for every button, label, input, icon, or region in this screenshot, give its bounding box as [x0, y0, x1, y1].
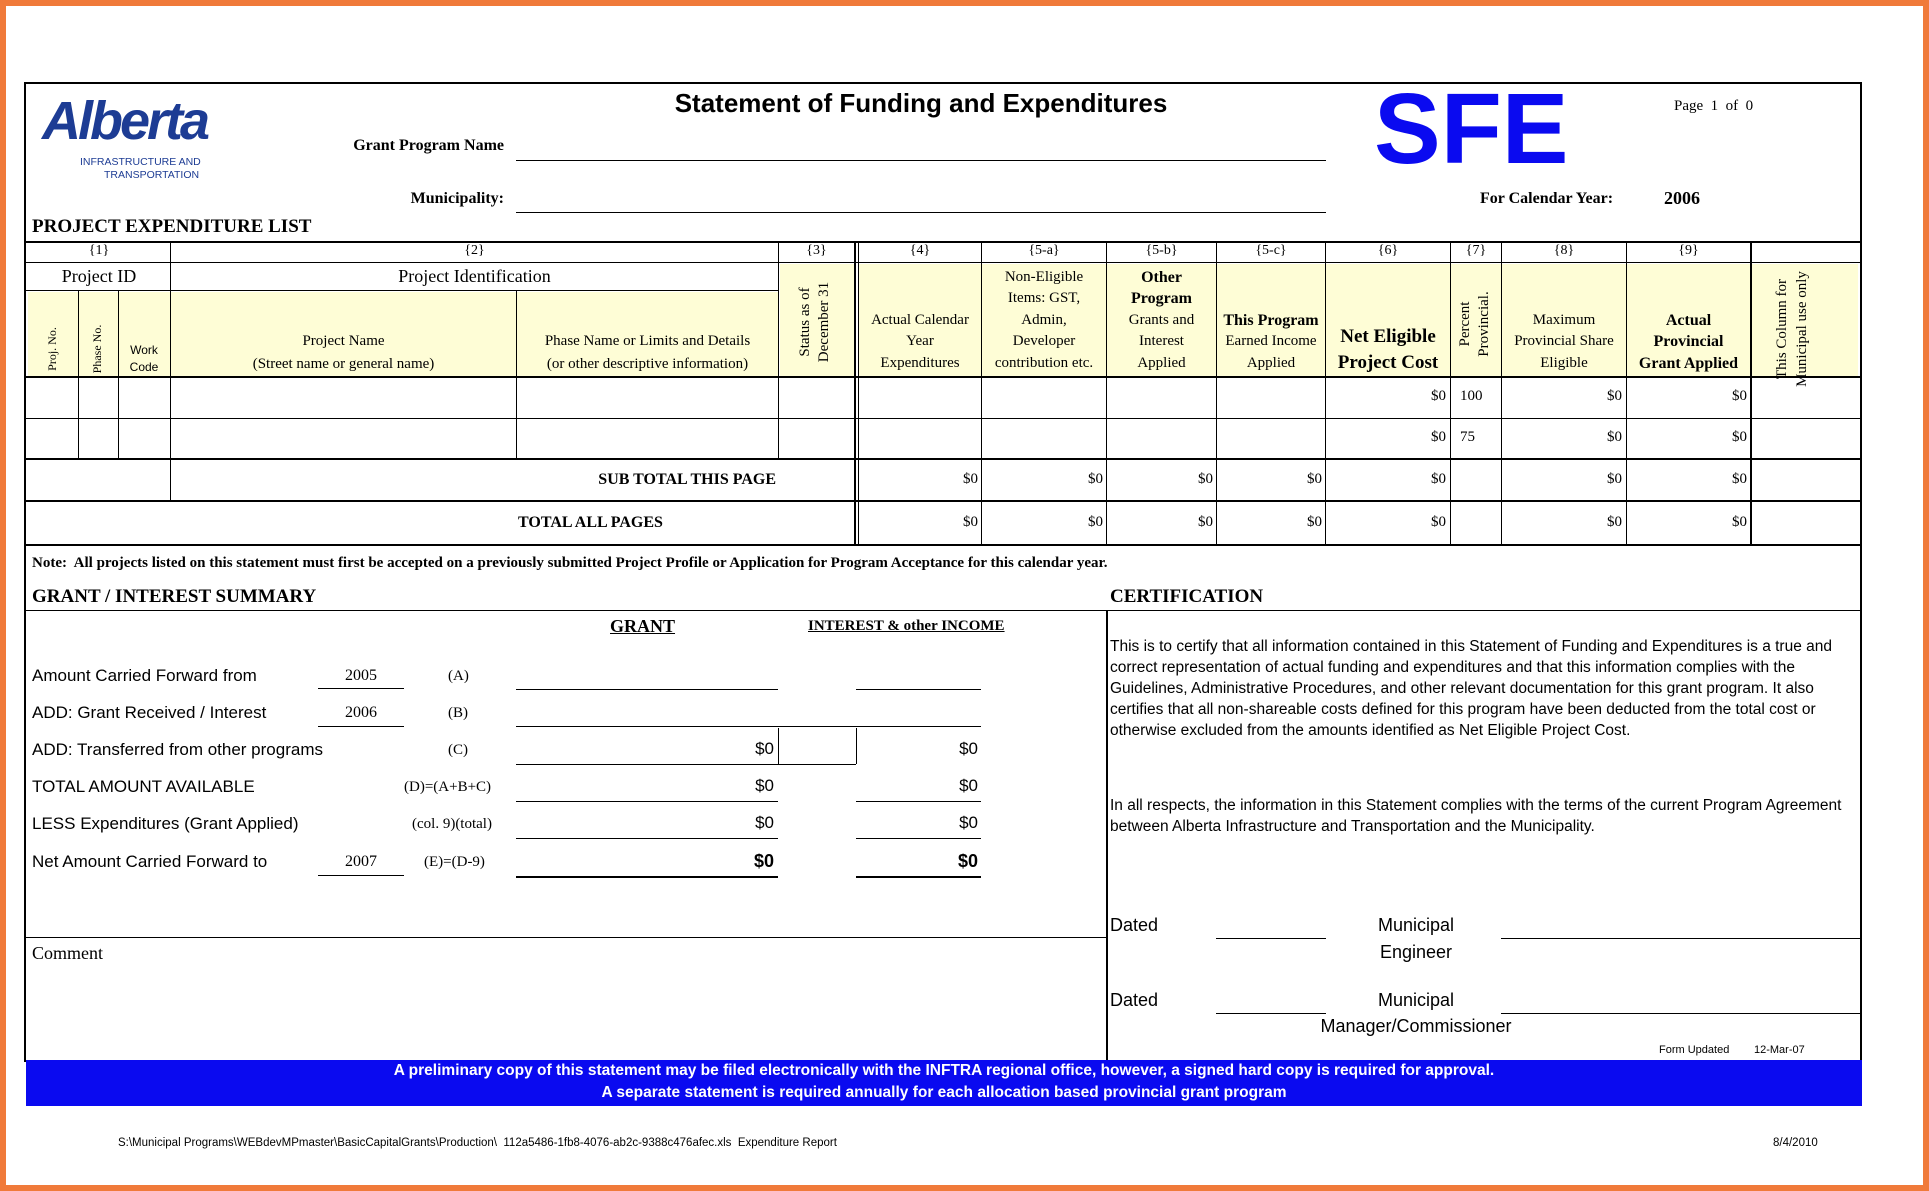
grant-header: GRANT — [610, 616, 676, 636]
summary-row3-grant[interactable]: $0 — [755, 739, 774, 758]
file-path: S:\Municipal Programs\WEBdevMPmaster\BasicCapitalGrants\Production\ 112a5486-1fb8-4076-ab2c-9388c476afec.xls Expenditure Report — [118, 1137, 837, 1149]
municipality-line[interactable] — [516, 212, 1326, 213]
certification-title: CERTIFICATION — [1110, 586, 1264, 607]
header-actual-3: Expenditures — [880, 355, 960, 371]
summary-row1-label: Amount Carried Forward from — [32, 666, 257, 685]
row2-net: $0 — [1431, 429, 1446, 445]
dated-line-1[interactable] — [1216, 938, 1326, 939]
manager-label-2: Manager/Commissioner — [1320, 1016, 1512, 1036]
summary-row2-code: (B) — [448, 705, 468, 721]
header-max-1: Maximum — [1532, 312, 1596, 328]
header-actprov-3: Grant Applied — [1638, 355, 1739, 372]
header-municipal-column: This Column for Municipal use only — [1774, 271, 1810, 387]
comment-label: Comment — [32, 943, 103, 963]
subtotal-thisprog: $0 — [1307, 471, 1322, 487]
summary-row5-label: LESS Expenditures (Grant Applied) — [32, 814, 299, 833]
summary-row6-interest[interactable]: $0 — [957, 851, 978, 871]
summary-row4-label: TOTAL AMOUNT AVAILABLE — [32, 777, 255, 796]
engineer-label-1: Municipal — [1377, 915, 1455, 935]
manager-label-1: Municipal — [1377, 990, 1455, 1010]
summary-row6-code: (E)=(D-9) — [424, 854, 485, 870]
summary-row6-label: Net Amount Carried Forward to — [32, 852, 268, 871]
summary-title: GRANT / INTEREST SUMMARY — [32, 586, 317, 607]
dated-label-2: Dated — [1110, 990, 1159, 1010]
summary-row2-year[interactable]: 2006 — [345, 704, 377, 721]
summary-row5-interest[interactable]: $0 — [959, 813, 978, 832]
total-net: $0 — [1431, 514, 1446, 530]
header-phase-name-2: (or other descriptive information) — [546, 356, 749, 372]
total-other: $0 — [1198, 514, 1213, 530]
interest-header: INTEREST & other INCOME — [808, 618, 1005, 634]
header-other-2: Program — [1130, 290, 1192, 307]
header-actprov-2: Provincial — [1653, 333, 1724, 350]
summary-row6-year[interactable]: 2007 — [345, 853, 377, 870]
sfe-mark: SFE — [1374, 73, 1569, 185]
summary-row4-interest[interactable]: $0 — [959, 776, 978, 795]
colnum-6: {6} — [1377, 243, 1399, 258]
grant-program-line[interactable] — [516, 160, 1326, 161]
row2-actual-provincial: $0 — [1732, 429, 1747, 445]
subtotal-other: $0 — [1198, 471, 1213, 487]
header-thisprog-3: Applied — [1246, 355, 1296, 371]
dated-line-2[interactable] — [1216, 1013, 1326, 1014]
header-other-5: Applied — [1137, 355, 1186, 371]
summary-row5-code: (col. 9)(total) — [412, 816, 492, 832]
banner-line-1: A preliminary copy of this statement may be filed electronically with the INFTRA regional office, however, a signed hard copy is required for approval. — [393, 1062, 1495, 1079]
total-actual-provincial: $0 — [1732, 514, 1747, 530]
header-status: Status as of December 31 — [797, 281, 832, 363]
subtotal-actual-provincial: $0 — [1732, 471, 1747, 487]
engineer-signature-line[interactable] — [1501, 938, 1861, 939]
colnum-5a: {5-a} — [1028, 243, 1060, 258]
row1-max: $0 — [1607, 388, 1622, 404]
header-thisprog-2: Earned Income — [1225, 333, 1317, 349]
form-updated-label: Form Updated — [1659, 1044, 1730, 1056]
header-noneligible-3: Admin, — [1021, 312, 1067, 328]
logo-subtitle-1: INFRASTRUCTURE AND — [80, 156, 201, 168]
subtotal-net: $0 — [1431, 471, 1446, 487]
dated-label-1: Dated — [1110, 915, 1159, 935]
alberta-logo — [42, 91, 222, 190]
total-noneligible: $0 — [1088, 514, 1103, 530]
print-date: 8/4/2010 — [1773, 1137, 1818, 1149]
row1-percent: 100 — [1460, 388, 1483, 404]
total-max: $0 — [1607, 514, 1622, 530]
certification-paragraph-2: In all respects, the information in this Statement complies with the terms of the current Program Agreement between Alberta Infrastructure and Transportation and the Municipality. — [1110, 797, 1842, 835]
logo-word: Alberta — [42, 91, 208, 151]
subtotal-max: $0 — [1607, 471, 1622, 487]
subtotal-noneligible: $0 — [1088, 471, 1103, 487]
colnum-2: {2} — [464, 243, 485, 258]
summary-row1-year[interactable]: 2005 — [345, 667, 377, 684]
form-title: Statement of Funding and Expenditures — [674, 88, 1168, 118]
summary-row3-interest[interactable]: $0 — [959, 739, 978, 758]
header-project-name-1: Project Name — [302, 333, 385, 349]
header-max-2: Provincial Share — [1514, 333, 1614, 349]
subtotal-actual: $0 — [963, 471, 978, 487]
acceptance-note: Note: All projects listed on this statement must first be accepted on a previously submitted Project Profile or Application for Program Acceptance for this calendar year. — [32, 555, 1108, 571]
colnum-8: {8} — [1553, 243, 1575, 258]
header-percent: Percent Provincial. — [1457, 291, 1492, 357]
header-other-4: Interest — [1139, 333, 1184, 349]
certification-paragraph-1: This is to certify that all information contained in this Statement of Funding and Expenditures is a true and correct representation of actual funding and expenditures and that this information complies with the Guidelines, Administrative Procedures, and other relevant documentation for this grant program. It also certifies that all non-shareable costs defined for this program have been deducted from the total cost or otherwise excluded from the amounts identified as Net Eligible Project Cost. — [1110, 638, 1833, 739]
summary-row6-grant[interactable]: $0 — [753, 851, 774, 871]
header-net-1: Net Eligible — [1340, 326, 1436, 347]
colnum-5c: {5-c} — [1255, 243, 1287, 258]
header-net-2: Project Cost — [1337, 352, 1439, 373]
colnum-3: {3} — [806, 243, 827, 258]
subtotal-label: SUB TOTAL THIS PAGE — [598, 471, 776, 488]
header-max-3: Eligible — [1540, 355, 1588, 371]
header-other-3: Grants and — [1128, 312, 1195, 328]
total-thisprog: $0 — [1307, 514, 1322, 530]
banner-line-2: A separate statement is required annually for each allocation based provincial grant program — [601, 1084, 1287, 1101]
header-noneligible-4: Developer — [1012, 333, 1076, 349]
row1-net: $0 — [1431, 388, 1446, 404]
header-phase-name-1: Phase Name or Limits and Details — [544, 333, 751, 349]
total-label: TOTAL ALL PAGES — [518, 514, 663, 531]
colnum-5b: {5-b} — [1145, 243, 1178, 258]
row2-percent: 75 — [1460, 429, 1475, 445]
colnum-9: {9} — [1678, 243, 1699, 258]
summary-row5-grant[interactable]: $0 — [755, 813, 774, 832]
form-updated-date: 12-Mar-07 — [1754, 1044, 1805, 1056]
header-actual-2: Year — [906, 333, 934, 349]
colnum-7: {7} — [1465, 243, 1487, 258]
grant-program-label: Grant Program Name — [353, 137, 504, 154]
row1-actual-provincial: $0 — [1732, 388, 1747, 404]
colnum-4: {4} — [909, 243, 931, 258]
header-actual-1: Actual Calendar — [871, 312, 969, 328]
header-project-name-2: (Street name or general name) — [252, 356, 435, 372]
header-actprov-1: Actual — [1665, 312, 1712, 329]
summary-row3-code: (C) — [448, 742, 468, 758]
list-title: PROJECT EXPENDITURE LIST — [32, 216, 312, 237]
calendar-year-value: 2006 — [1664, 188, 1700, 208]
logo-subtitle-2: TRANSPORTATION — [104, 169, 200, 181]
summary-row3-label: ADD: Transferred from other programs — [32, 740, 323, 759]
summary-row2-label: ADD: Grant Received / Interest — [32, 703, 267, 722]
calendar-year-label: For Calendar Year: — [1480, 190, 1614, 207]
summary-row1-code: (A) — [448, 668, 469, 684]
header-noneligible-5: contribution etc. — [994, 355, 1094, 371]
header-noneligible-1: Non-Eligible — [1004, 269, 1084, 285]
header-thisprog-1: This Program — [1223, 312, 1319, 329]
summary-row4-code: (D)=(A+B+C) — [404, 779, 492, 795]
header-phase-no: Phase No. — [90, 324, 104, 374]
row2-max: $0 — [1607, 429, 1622, 445]
colnum-1: {1} — [88, 243, 110, 258]
header-project-identification: Project Identification — [398, 266, 551, 286]
header-work-code: Work Code — [129, 343, 159, 374]
municipality-label: Municipality: — [410, 190, 504, 207]
summary-row4-grant[interactable]: $0 — [755, 776, 774, 795]
header-noneligible-2: Items: GST, — [1007, 290, 1081, 306]
header-project-id: Project ID — [61, 266, 137, 286]
manager-signature-line[interactable] — [1501, 1013, 1861, 1014]
engineer-label-2: Engineer — [1379, 942, 1453, 962]
header-other-1: Other — [1141, 269, 1182, 286]
page-indicator: Page 1 of 0 — [1674, 98, 1754, 114]
header-proj-no: Proj. No. — [45, 327, 59, 371]
total-actual: $0 — [963, 514, 978, 530]
